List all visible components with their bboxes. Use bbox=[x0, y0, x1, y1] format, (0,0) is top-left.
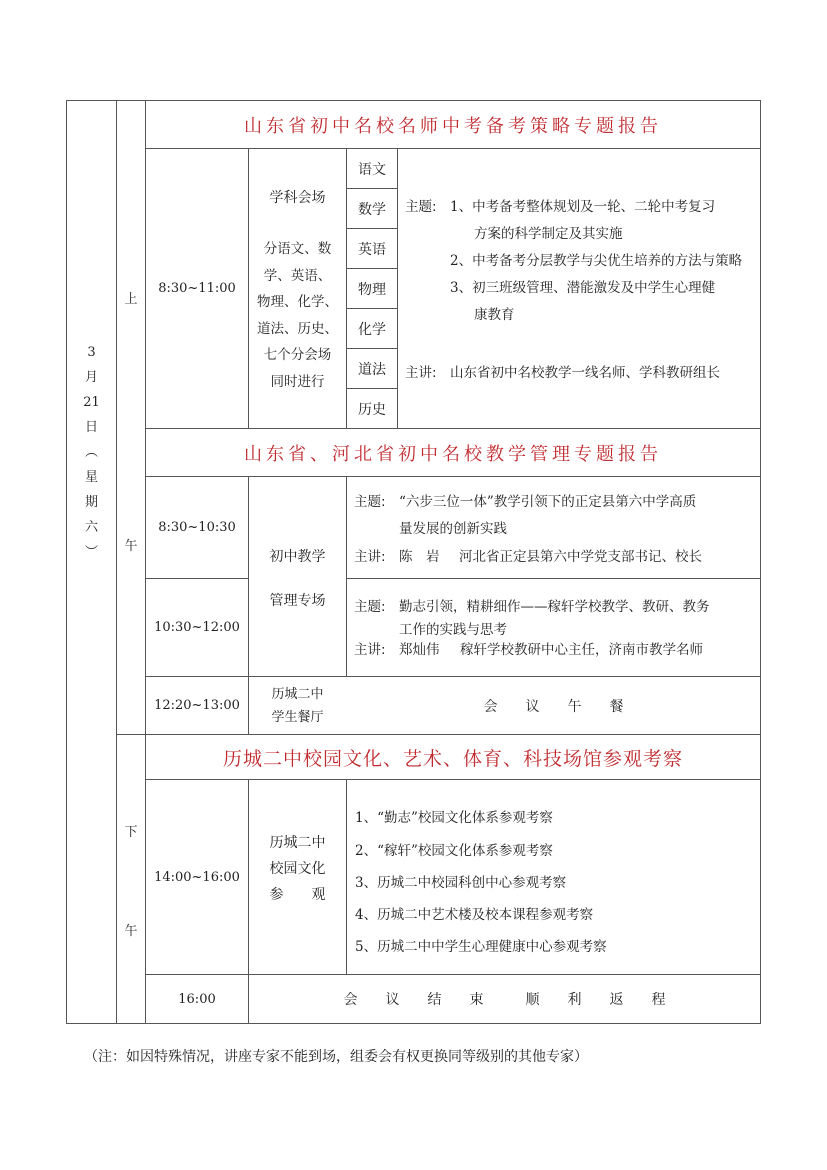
period-afternoon-1: 下 bbox=[124, 824, 138, 840]
footnote: （注：如因特殊情况，讲座专家不能到场，组委会有权更换同等级别的其他专家） bbox=[84, 1049, 588, 1065]
venue-desc-line: 学、英语、 bbox=[263, 267, 332, 284]
section1-time: 8:30~11:00 bbox=[158, 281, 236, 296]
speaker-name: 山东省初中名校教学一线名师、学科教研组长 bbox=[450, 365, 720, 381]
date-day-num: 21 bbox=[83, 395, 100, 410]
section3-venue bbox=[249, 780, 346, 974]
speaker-label: 主讲: bbox=[354, 642, 386, 658]
date-day: 日 bbox=[84, 420, 98, 435]
end-time: 16:00 bbox=[178, 991, 216, 1007]
theme-line: 1、中考备考整体规划及一轮、二轮中考复习 bbox=[450, 199, 716, 215]
venue-desc-line: 物理、化学、 bbox=[257, 294, 338, 310]
section1-title: 山东省初中名校名师中考备考策略专题报告 bbox=[244, 115, 662, 137]
theme-label: 主题: bbox=[405, 199, 437, 215]
section3-venue-line1: 历城二中 bbox=[269, 835, 326, 851]
visit-item: 4、历城二中艺术楼及校本课程参观考察 bbox=[355, 907, 594, 923]
section1-venue-desc bbox=[249, 236, 346, 395]
period-morning-2: 午 bbox=[124, 538, 138, 554]
subject-physics: 物理 bbox=[358, 281, 386, 298]
theme-line: 勤志引领，精耕细作——稼轩学校教学、教研、教务 bbox=[399, 599, 710, 615]
end-text: 会 议 结 束 顺 利 返 程 bbox=[343, 992, 666, 1008]
talk1-time: 8:30~10:30 bbox=[158, 520, 236, 535]
venue-desc-line: 七个分会场 bbox=[263, 347, 332, 363]
talk2-time: 10:30~12:00 bbox=[154, 620, 240, 635]
visit-item: 1、“勤志”校园文化体系参观考察 bbox=[355, 810, 553, 826]
period-afternoon-2: 午 bbox=[124, 923, 138, 939]
venue-desc-line: 分语文、数 bbox=[263, 241, 332, 257]
lunch-text: 会 议 午 餐 bbox=[483, 698, 624, 715]
theme-line: 3、初三班级管理、潜能激发及中学生心理健 bbox=[450, 280, 716, 296]
theme-label: 主题: bbox=[354, 599, 386, 615]
lunch-venue-line1: 历城二中 bbox=[271, 687, 324, 702]
speaker-title: 河北省正定县第六中学党支部书记、校长 bbox=[459, 549, 702, 565]
visit-list bbox=[347, 780, 760, 974]
section2-venue-line2: 管理专场 bbox=[269, 593, 326, 609]
subject-english: 英语 bbox=[358, 241, 386, 258]
section3-venue-line3: 参 观 bbox=[269, 887, 326, 903]
visit-item: 3、历城二中校园科创中心参观考察 bbox=[355, 875, 567, 891]
theme-line: “六步三位一体”教学引领下的正定县第六中学高质 bbox=[399, 494, 697, 510]
section3-time: 14:00~16:00 bbox=[154, 869, 240, 885]
theme-line: 量发展的创新实践 bbox=[399, 521, 507, 537]
subject-chemistry: 化学 bbox=[358, 321, 386, 338]
section1-venue bbox=[249, 149, 346, 428]
date-paren-close: ︶ bbox=[84, 545, 98, 560]
date-month-num: 3 bbox=[87, 345, 96, 360]
divider bbox=[116, 100, 117, 1024]
theme-line: 方案的科学制定及其实施 bbox=[474, 226, 623, 242]
date-weekday-liu: 六 bbox=[84, 520, 98, 535]
talk1-content bbox=[347, 477, 760, 578]
venue-desc-line: 道法、历史、 bbox=[257, 320, 338, 337]
period-morning-1: 上 bbox=[124, 291, 138, 307]
section1-venue-title: 学科会场 bbox=[269, 190, 326, 206]
speaker-label: 主讲: bbox=[405, 365, 437, 381]
section2-title: 山东省、河北省初中名校教学管理专题报告 bbox=[244, 443, 662, 465]
theme-line: 康教育 bbox=[474, 307, 515, 323]
speaker-title: 稼轩学校教研中心主任，济南市教学名师 bbox=[460, 642, 703, 658]
table-border-bottom bbox=[66, 1023, 761, 1024]
subject-chinese: 语文 bbox=[358, 161, 386, 178]
section2-venue-line1: 初中教学 bbox=[269, 549, 326, 565]
subject-ethics: 道法 bbox=[358, 361, 386, 378]
date-paren-open: ︵ bbox=[84, 445, 98, 460]
date-column bbox=[67, 340, 116, 720]
theme-label: 主题: bbox=[354, 494, 386, 510]
visit-item: 5、历城二中中学生心理健康中心参观考察 bbox=[355, 939, 607, 955]
date-weekday-xing: 星 bbox=[84, 470, 98, 485]
lunch-time: 12:20~13:00 bbox=[154, 698, 240, 713]
talk2-content bbox=[347, 579, 760, 676]
date-weekday-qi: 期 bbox=[84, 495, 98, 510]
section1-content bbox=[398, 149, 760, 428]
theme-line: 2、中考备考分层教学与尖优生培养的方法与策略 bbox=[450, 253, 743, 269]
section3-title: 历城二中校园文化、艺术、体育、科技场馆参观考察 bbox=[222, 747, 683, 770]
subject-history: 历史 bbox=[358, 401, 386, 418]
section3-venue-line2: 校园文化 bbox=[269, 861, 326, 877]
venue-desc-line: 同时进行 bbox=[270, 373, 325, 390]
lunch-venue-line2: 学生餐厅 bbox=[271, 710, 324, 725]
subject-math: 数学 bbox=[358, 201, 386, 218]
lunch-venue bbox=[249, 677, 346, 734]
section2-venue bbox=[249, 477, 346, 676]
speaker-name: 陈 岩 bbox=[399, 549, 440, 565]
visit-item: 2、“稼轩”校园文化体系参观考察 bbox=[355, 843, 553, 859]
theme-line: 工作的实践与思考 bbox=[399, 622, 507, 638]
date-month: 月 bbox=[84, 370, 98, 385]
speaker-label: 主讲: bbox=[354, 549, 386, 565]
speaker-name: 郑灿伟 bbox=[399, 642, 440, 658]
table-border-right bbox=[760, 100, 761, 1024]
